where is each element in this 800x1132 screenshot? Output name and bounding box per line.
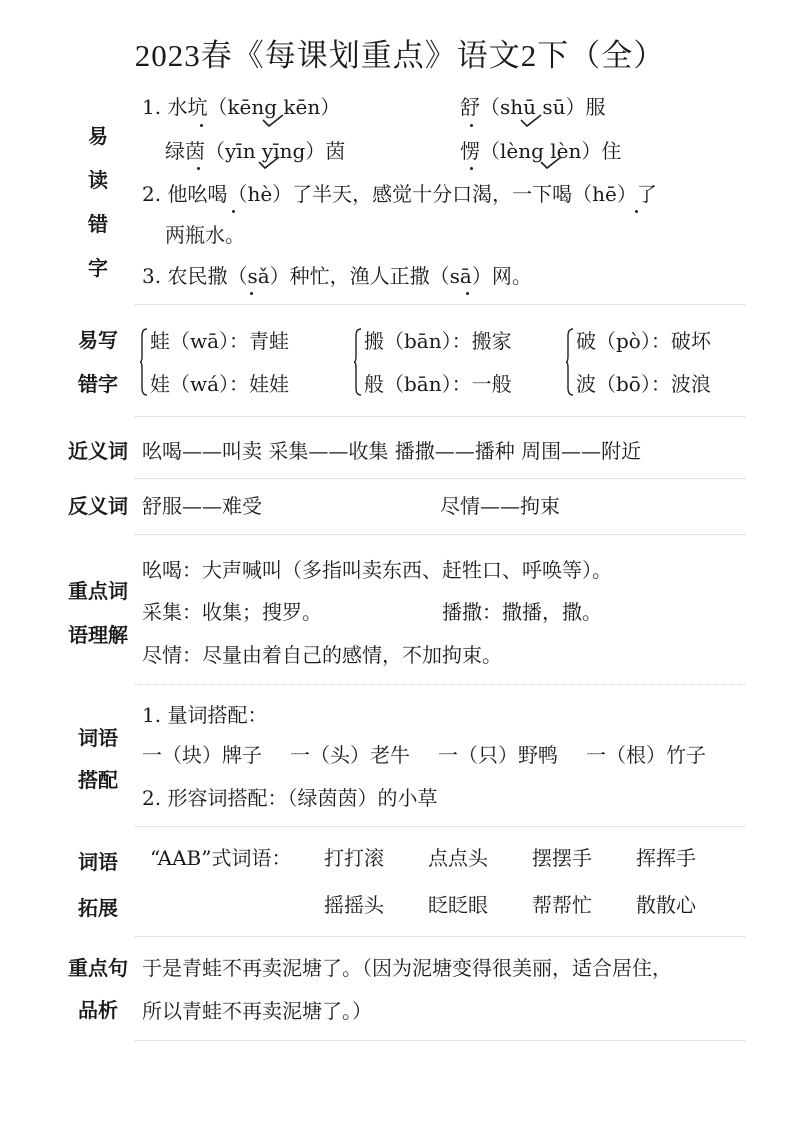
label-line: 拓展 [78, 896, 118, 920]
label-line: 语理解 [68, 623, 128, 647]
collocation-item: 一（头）老牛 [290, 743, 410, 767]
text-line: 3. 农民撒（sǎ）种忙，渔人正撒（sā）网。 [142, 264, 532, 288]
char-pair: 波（bō）：波浪 [576, 372, 711, 396]
char-pair: 般（bān）：一般 [364, 372, 512, 396]
emphasis-dot [470, 167, 473, 170]
emphasis-dot [197, 167, 200, 170]
char-pair: 搬（bān）：搬家 [364, 329, 512, 353]
divider [135, 478, 745, 479]
pinyin-line: 1. 水坑（kēng kēn） [142, 95, 341, 119]
char-pair: 娃（wá）：娃娃 [150, 372, 290, 396]
analysis-line: 于是青蛙不再卖泥塘了。（因为泥塘变得很美丽，适合居住， [142, 956, 672, 980]
label-line: 词语 [78, 726, 118, 750]
label-char: 读 [88, 168, 108, 192]
aab-word: 散散心 [636, 893, 696, 917]
emphasis-dot [232, 210, 235, 213]
char-pair: 蛙（wā）：青蛙 [150, 329, 290, 353]
label-line: 词语 [78, 850, 118, 874]
aab-word: 帮帮忙 [532, 893, 592, 917]
divider [135, 1040, 745, 1041]
divider [135, 304, 745, 305]
antonym-pair: 尽情——拘束 [440, 494, 560, 518]
section-label-easy-read [64, 126, 132, 302]
antonym-pair: 舒服——难受 [142, 494, 262, 518]
definition-line: 尽情：尽量由着自己的感情，不加拘束。 [142, 643, 502, 667]
label-line: 重点句 [68, 956, 128, 980]
aab-word: 点点头 [428, 846, 488, 870]
pinyin-line: 愣（lèng lèn）住 [460, 139, 622, 163]
label-line: 易写 [78, 328, 118, 352]
aab-word: 摆摆手 [532, 846, 592, 870]
emphasis-dot [466, 292, 469, 295]
brace-icon [566, 328, 574, 396]
section-label-synonyms: 近义词 [68, 439, 128, 463]
brace-icon [140, 328, 148, 396]
label-char: 字 [88, 256, 108, 280]
aab-intro: “AAB”式词语： [150, 846, 292, 870]
collocation-heading: 1. 量词搭配： [142, 703, 268, 727]
collocation-item: 一（块）牌子 [142, 743, 262, 767]
section-label-easy-write [64, 330, 132, 394]
aab-word: 摇摇头 [324, 893, 384, 917]
collocation-item: 一（只）野鸭 [438, 743, 558, 767]
emphasis-dot [470, 124, 473, 127]
label-line: 搭配 [78, 768, 118, 792]
section-label-collocation [64, 728, 132, 790]
analysis-line: 所以青蛙不再卖泥塘了。） [142, 999, 372, 1023]
emphasis-dot [250, 292, 253, 295]
synonym-line: 吆喝——叫卖 采集——收集 播撒——播种 周围——附近 [142, 439, 642, 463]
section-label-expansion [64, 852, 132, 918]
label-char: 易 [88, 124, 108, 148]
section-label-key-words [64, 581, 132, 645]
aab-word: 眨眨眼 [428, 893, 488, 917]
text-line: 两瓶水。 [165, 223, 245, 247]
section-label-sentence [64, 958, 132, 1020]
definition-line: 采集：收集；搜罗。 [142, 600, 322, 624]
collocation-heading: 2. 形容词搭配：（绿茵茵）的小草 [142, 786, 438, 810]
collocation-item: 一（根）竹子 [586, 743, 706, 767]
pinyin-line: 舒（shū sū）服 [460, 95, 606, 119]
check-icon [258, 156, 280, 170]
aab-word: 打打滚 [324, 846, 384, 870]
divider [135, 826, 745, 827]
divider [135, 684, 745, 685]
divider [135, 936, 745, 937]
check-icon [540, 156, 562, 170]
page-title: 2023春《每课划重点》语文2下（全） [134, 38, 666, 73]
label-line: 重点词 [68, 579, 128, 603]
label-line: 错字 [78, 372, 118, 396]
pinyin-line: 绿茵（yīn yīng）茵 [165, 139, 346, 163]
brace-icon [354, 328, 362, 396]
emphasis-dot [200, 124, 203, 127]
emphasis-dot [635, 210, 638, 213]
check-icon [520, 114, 542, 128]
definition-line: 播撒：撒播，撒。 [442, 600, 602, 624]
text-line: 2. 他吆喝（hè）了半天，感觉十分口渴，一下喝（hē）了 [142, 182, 657, 206]
section-label-antonyms: 反义词 [68, 494, 128, 518]
divider [135, 416, 745, 417]
check-icon [262, 114, 284, 128]
char-pair: 破（pò）：破坏 [576, 329, 711, 353]
aab-word: 挥挥手 [636, 846, 696, 870]
definition-line: 吆喝：大声喊叫（多指叫卖东西、赶牲口、呼唤等）。 [142, 558, 612, 582]
label-char: 错 [88, 212, 108, 236]
divider [135, 534, 745, 535]
label-line: 品析 [78, 998, 118, 1022]
